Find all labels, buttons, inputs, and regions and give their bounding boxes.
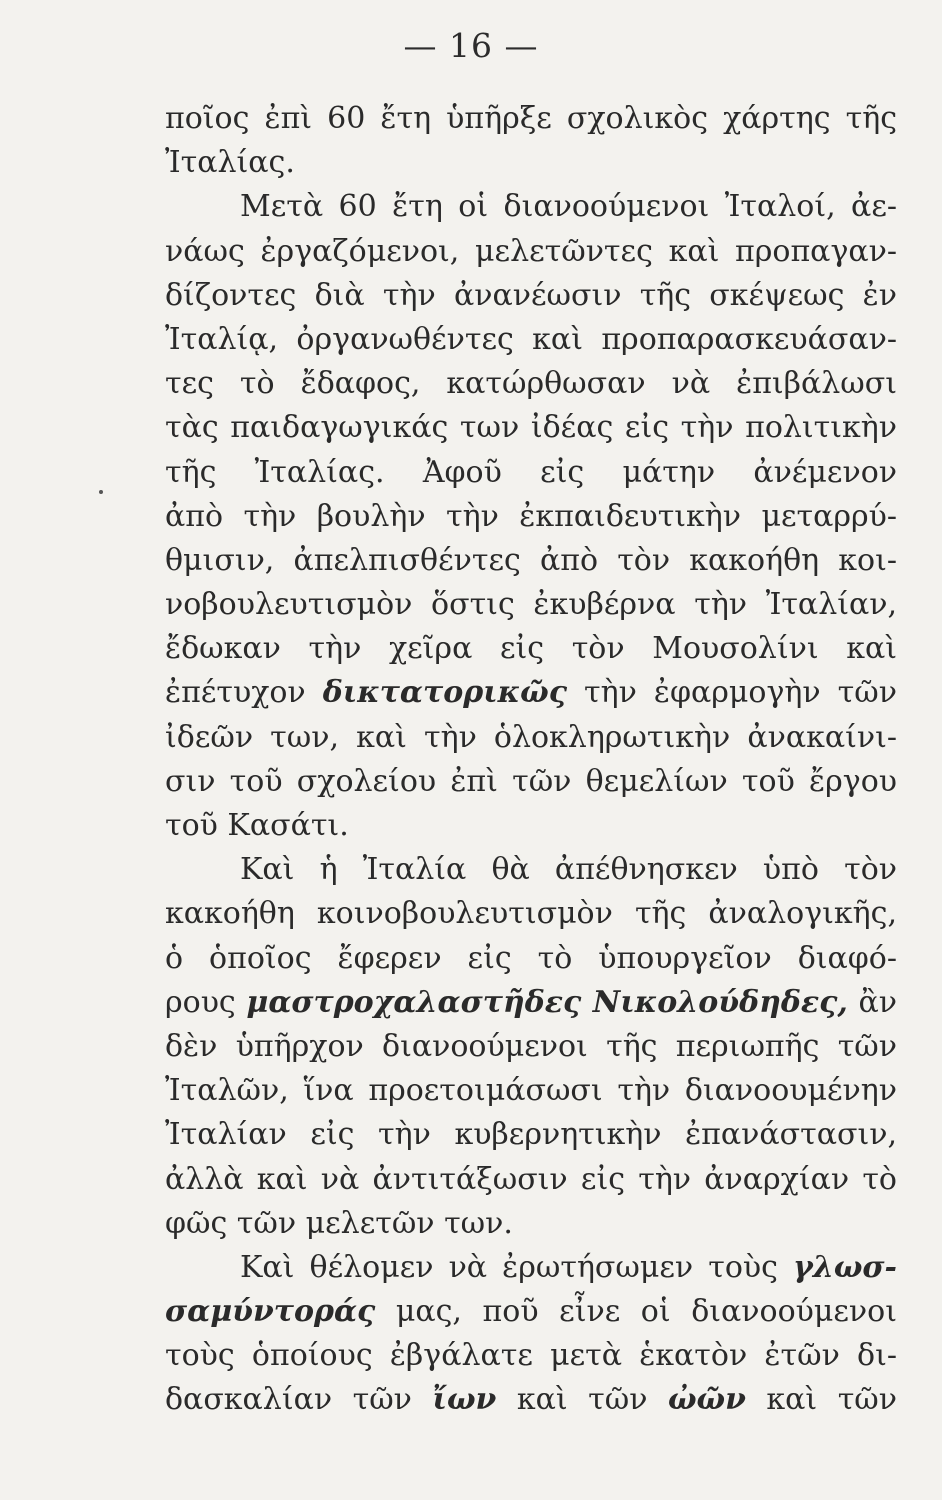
text-line xyxy=(165,1069,897,1113)
text-segment: ἐπέτυχον xyxy=(165,675,323,711)
text-segment: Ἰταλίᾳ, ὀργανωθέντες καὶ προπαρασκευάσαν- xyxy=(165,321,897,357)
text-segment: τες τὸ ἔδαφος, κατώρθωσαν νὰ ἐπιβάλωσι xyxy=(165,366,897,402)
text-line xyxy=(165,185,897,229)
text-segment: Καὶ ἡ Ἰταλία θὰ ἀπέθνησκεν ὑπὸ τὸν xyxy=(240,852,897,888)
text-segment: δασκαλίαν τῶν xyxy=(165,1382,433,1418)
text-line xyxy=(165,1334,897,1378)
text-line xyxy=(165,981,897,1025)
text-segment: τῆς Ἰταλίας. Ἀφοῦ εἰς μάτην ἀνέμενον xyxy=(165,454,897,490)
text-segment: Μετὰ 60 ἔτη οἱ διανοούμενοι Ἰταλοί, ἀε- xyxy=(240,189,897,225)
text-segment: δίζοντες διὰ τὴν ἀνανέωσιν τῆς σκέψεως ἐν xyxy=(165,277,897,313)
emphasized-text: γλωσ- xyxy=(793,1249,897,1285)
text-segment: τοὺς ὁποίους ἐβγάλατε μετὰ ἑκατὸν ἐτῶν δι- xyxy=(165,1338,897,1374)
emphasized-text: δικτατορικῶς xyxy=(322,675,567,711)
ink-speck xyxy=(99,490,103,494)
text-line xyxy=(165,1378,897,1422)
text-segment: κακοήθη κοινοβουλευτισμὸν τῆς ἀναλογικῆς, xyxy=(165,896,897,932)
text-line xyxy=(165,716,897,760)
text-segment: ἰδεῶν των, καὶ τὴν ὁλοκληρωτικὴν ἀνακαίνι- xyxy=(165,719,897,755)
text-segment: σιν τοῦ σχολείου ἐπὶ τῶν θεμελίων τοῦ ἔργου xyxy=(165,763,897,799)
emphasized-text: σαμύντοράς xyxy=(165,1294,376,1330)
text-line xyxy=(165,892,897,936)
text-segment: ὁ ὁποῖος ἔφερεν εἰς τὸ ὑπουργεῖον διαφό- xyxy=(165,940,897,976)
text-segment: Ἰταλῶν, ἵνα προετοιμάσωσι τὴν διανοουμένην xyxy=(165,1073,897,1109)
page-number: — 16 — xyxy=(403,26,539,65)
text-segment: καὶ τῶν xyxy=(745,1382,898,1418)
text-line xyxy=(165,627,897,671)
emphasized-text: ὠῶν xyxy=(667,1382,746,1418)
text-segment: ποῖος ἐπὶ 60 ἔτη ὑπῆρξε σχολικὸς χάρτης τῆς xyxy=(165,101,897,136)
text-segment: τὰς παιδαγωγικάς των ἰδέας εἰς τὴν πολιτικὴν xyxy=(165,410,897,446)
text-segment: Ἰταλίαν εἰς τὴν κυβερνητικὴν ἐπανάστασιν, xyxy=(165,1117,897,1153)
text-line xyxy=(165,583,897,627)
text-line xyxy=(165,141,897,185)
text-segment: ρους xyxy=(165,984,247,1020)
body-text xyxy=(165,97,897,1423)
text-line xyxy=(165,804,897,848)
text-segment: καὶ τῶν xyxy=(496,1382,668,1418)
text-segment: τὴν ἐφαρμογὴν τῶν xyxy=(567,675,897,711)
text-line xyxy=(165,1113,897,1157)
text-segment: τοῦ Κασάτι. xyxy=(165,808,349,843)
text-line xyxy=(165,848,897,892)
text-line xyxy=(165,760,897,804)
text-segment: νάως ἐργαζόμενοι, μελετῶντες καὶ προπαγαν- xyxy=(165,233,897,269)
emphasized-text: μαστροχαλαστῆδες Νικολούδηδες, xyxy=(246,984,848,1020)
text-line xyxy=(165,1246,897,1290)
text-line xyxy=(165,406,897,450)
text-line xyxy=(165,230,897,274)
text-segment: ἀπὸ τὴν βουλὴν τὴν ἐκπαιδευτικὴν μεταρρύ- xyxy=(165,498,897,534)
text-line xyxy=(165,1202,897,1246)
text-segment: ἀλλὰ καὶ νὰ ἀντιτάξωσιν εἰς τὴν ἀναρχίαν τὸ xyxy=(165,1161,897,1197)
text-segment: νοβουλευτισμὸν ὅστις ἐκυβέρνα τὴν Ἰταλίαν, xyxy=(165,587,897,623)
text-line xyxy=(165,318,897,362)
text-segment: μας, ποῦ εἶνε οἱ διανοούμενοι xyxy=(375,1294,897,1330)
text-segment: Ἰταλίας. xyxy=(165,145,295,181)
text-line xyxy=(165,539,897,583)
text-line xyxy=(165,97,897,141)
text-line xyxy=(165,1025,897,1069)
text-segment: ἂν xyxy=(847,984,897,1020)
text-segment: ἔδωκαν τὴν χεῖρα εἰς τὸν Μουσολίνι καὶ xyxy=(165,631,897,667)
text-segment: θμισιν, ἀπελπισθέντες ἀπὸ τὸν κακοήθη κοι- xyxy=(165,542,897,578)
text-line xyxy=(165,362,897,406)
emphasized-text: ἴων xyxy=(432,1382,497,1418)
text-segment: φῶς τῶν μελετῶν των. xyxy=(165,1205,513,1241)
text-line xyxy=(165,671,897,715)
text-line xyxy=(165,1158,897,1202)
text-segment: Καὶ θέλομεν νὰ ἐρωτήσωμεν τοὺς xyxy=(240,1249,794,1285)
text-line xyxy=(165,937,897,981)
text-line xyxy=(165,495,897,539)
text-line xyxy=(165,451,897,495)
text-line xyxy=(165,274,897,318)
text-segment: δὲν ὑπῆρχον διανοούμενοι τῆς περιωπῆς τῶν xyxy=(165,1028,897,1064)
text-line xyxy=(165,1290,897,1334)
